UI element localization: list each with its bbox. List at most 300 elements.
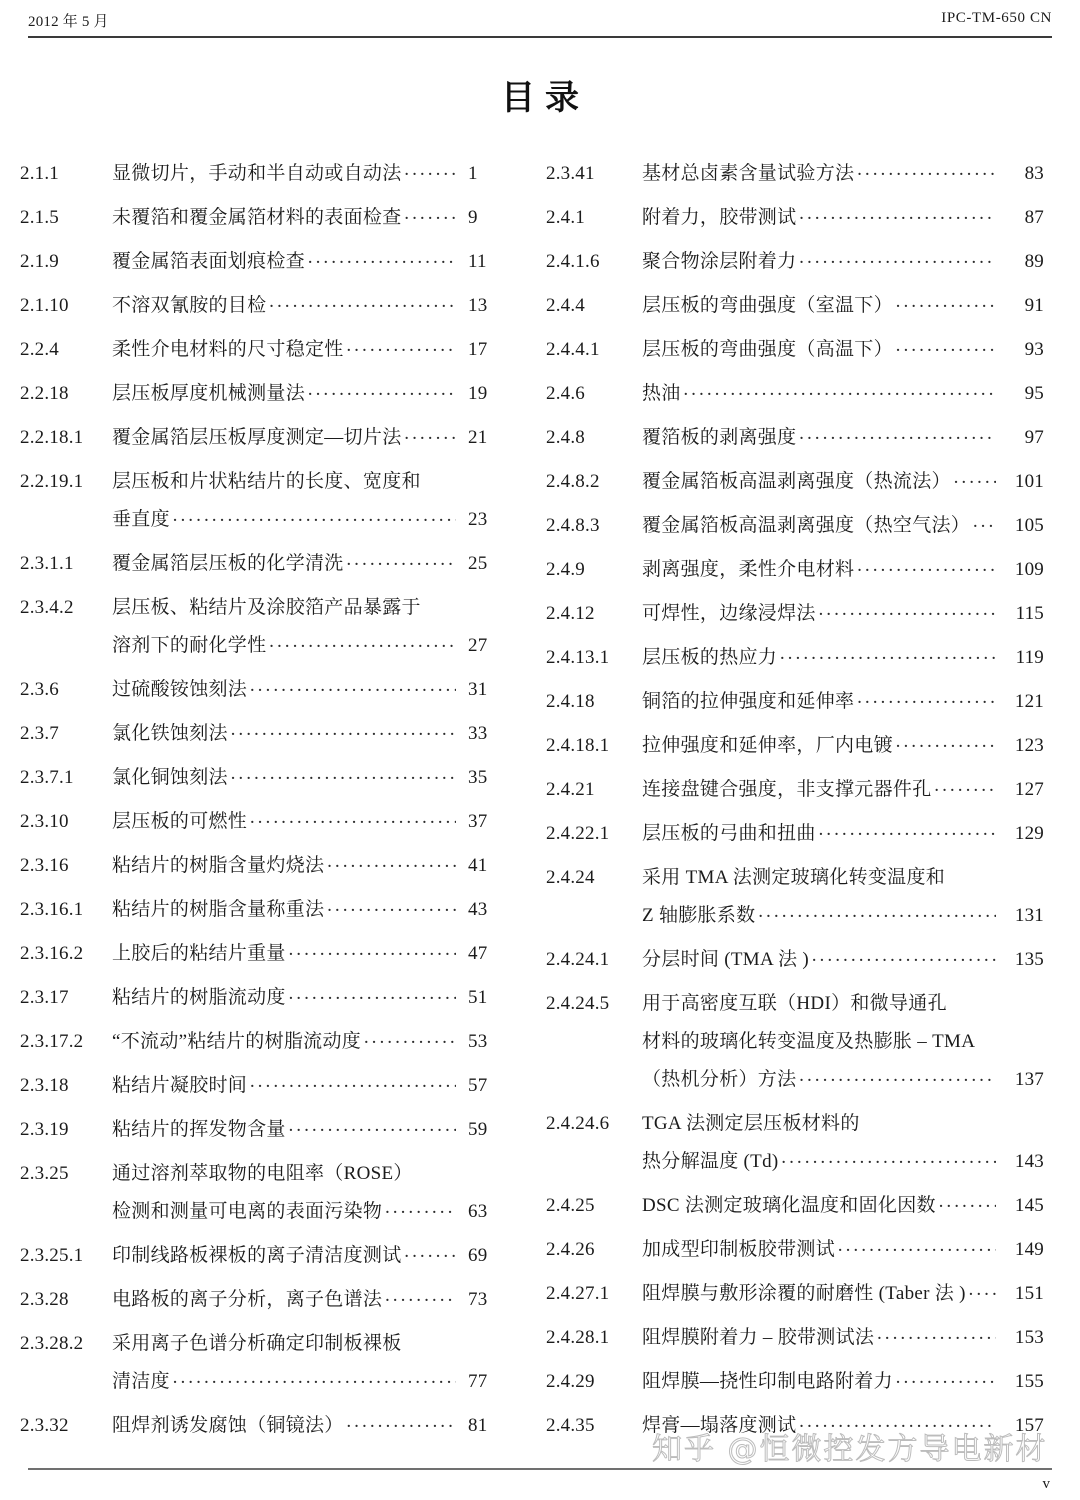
toc-entry[interactable] (20, 718, 502, 750)
toc-entry-title: 连接盘键合强度，非支撑元器件孔 (642, 779, 932, 800)
toc-leader-dots (837, 1235, 996, 1255)
toc-entry[interactable] (546, 944, 1044, 976)
toc-entry-body (112, 1284, 502, 1316)
toc-entry-wrap-line (112, 592, 502, 624)
toc-leader-dots (895, 731, 996, 751)
toc-entry-body (112, 1328, 502, 1398)
toc-entry-title: 阻焊剂诱发腐蚀（铜镜法） (112, 1415, 344, 1436)
toc-page-number: 93 (1024, 339, 1044, 360)
toc-entry[interactable] (20, 1026, 502, 1058)
toc-entry-body (112, 422, 502, 454)
toc-leader-dots (423, 593, 456, 613)
toc-page-number: 11 (468, 251, 487, 272)
toc-leader-dots (268, 631, 456, 651)
toc-entry-body (642, 1322, 1044, 1354)
toc-entry-number: 2.4.6 (546, 383, 585, 404)
toc-page-number: 121 (1014, 691, 1044, 712)
toc-entry-body (642, 1234, 1044, 1266)
toc-page-number: 31 (468, 679, 488, 700)
toc-page-number: 143 (1014, 1151, 1044, 1172)
toc-entry-title: 材料的玻璃化转变温度及热膨胀 – TMA (642, 1031, 976, 1052)
toc-entry-body (112, 674, 502, 706)
toc-entry-title: 分层时间 (TMA 法 ) (642, 949, 809, 970)
toc-entry-title: 基材总卤素含量试验方法 (642, 163, 855, 184)
toc-entry-number: 2.4.8 (546, 427, 585, 448)
toc-entry-title: 层压板的弯曲强度（室温下） (642, 295, 893, 316)
toc-entry-body (112, 290, 502, 322)
toc-entry-title: 柔性介电材料的尺寸稳定性 (112, 339, 344, 360)
toc-column-right (540, 158, 1080, 1454)
toc-entry[interactable] (546, 1234, 1044, 1266)
toc-leader-dots (818, 819, 996, 839)
toc-entry-number: 2.3.4.2 (20, 597, 74, 618)
toc-entry-number: 2.4.4 (546, 295, 585, 316)
toc-page-number: 63 (468, 1201, 488, 1222)
toc-leader-dots (949, 989, 996, 1009)
toc-entry-body (112, 762, 502, 794)
toc-entry-number: 2.3.16 (20, 855, 69, 876)
toc-entry-title: 覆金属箔板高温剥离强度（热流法） (642, 471, 951, 492)
toc-entry-title: 粘结片的树脂流动度 (112, 987, 286, 1008)
running-head (28, 10, 1052, 36)
toc-page-number: 77 (468, 1371, 488, 1392)
toc-entry-body (642, 1410, 1044, 1442)
toc-entry-number: 2.3.16.2 (20, 943, 84, 964)
toc-entry[interactable] (20, 548, 502, 580)
toc-entry[interactable] (20, 592, 502, 662)
toc-entry-title: 垂直度 (112, 509, 170, 530)
toc-entry-last-line (642, 730, 1044, 762)
toc-entry-number: 2.3.25 (20, 1163, 69, 1184)
toc-leader-dots (856, 555, 996, 575)
toc-entry-title: 印制线路板裸板的离子清洁度测试 (112, 1245, 402, 1266)
toc-entry-last-line (112, 1114, 502, 1146)
toc-entry-wrap-line (112, 1328, 502, 1360)
toc-entry-body (642, 158, 1044, 190)
toc-entry-title: 焊膏—塌落度测试 (642, 1415, 797, 1436)
toc-leader-dots (876, 1323, 996, 1343)
toc-entry[interactable] (20, 762, 502, 794)
toc-entry-last-line (112, 422, 502, 454)
toc-entry-last-line (642, 598, 1044, 630)
toc-entry[interactable] (546, 598, 1044, 630)
toc-entry[interactable] (546, 510, 1044, 542)
toc-entry-last-line (112, 1284, 502, 1316)
toc-page-number: 35 (468, 767, 488, 788)
toc-entry-last-line (112, 806, 502, 838)
toc-entry[interactable] (546, 730, 1044, 762)
toc-entry-last-line (112, 630, 502, 662)
toc-entry-body (642, 944, 1044, 976)
toc-entry-body (642, 334, 1044, 366)
toc-leader-dots (798, 1411, 996, 1431)
toc-leader-dots (172, 1367, 456, 1387)
toc-leader-dots (346, 1411, 456, 1431)
toc-entry-body (112, 806, 502, 838)
toc-entry[interactable] (20, 158, 502, 190)
toc-page-number: 137 (1014, 1069, 1044, 1090)
toc-entry-last-line (112, 894, 502, 926)
toc-leader-dots (384, 1197, 456, 1217)
toc-leader-dots (230, 719, 456, 739)
toc-page-number: 81 (468, 1415, 488, 1436)
toc-entry-last-line (642, 1366, 1044, 1398)
toc-entry-title: 上胶后的粘结片重量 (112, 943, 286, 964)
toc-entry-body (642, 290, 1044, 322)
toc-entry-last-line (642, 1190, 1044, 1222)
toc-entry-last-line (642, 1278, 1044, 1310)
toc-entry-title: 粘结片的树脂含量灼烧法 (112, 855, 325, 876)
footer-rule (28, 1468, 1052, 1470)
toc-entry[interactable] (20, 1240, 502, 1272)
toc-leader-dots (779, 643, 996, 663)
toc-entry-body (112, 334, 502, 366)
toc-entry-title: 层压板的热应力 (642, 647, 778, 668)
toc-entry-last-line (642, 1146, 1044, 1178)
toc-page-number: 131 (1014, 905, 1044, 926)
toc-entry-title: 采用离子色谱分析确定印制板裸板 (112, 1333, 402, 1354)
toc-entry-body (112, 1240, 502, 1272)
toc-entry-title: 未覆箔和覆金属箔材料的表面检查 (112, 207, 402, 228)
toc-leader-dots (757, 901, 996, 921)
toc-entry-title: 覆金属箔层压板厚度测定—切片法 (112, 427, 402, 448)
toc-entry-body (642, 378, 1044, 410)
toc-page-number: 27 (468, 635, 488, 656)
toc-page-number: 47 (468, 943, 488, 964)
toc-entry[interactable] (546, 290, 1044, 322)
toc-entry-number: 2.4.8.3 (546, 515, 600, 536)
toc-entry-title: Z 轴膨胀系数 (642, 905, 756, 926)
toc-entry-last-line (642, 554, 1044, 586)
toc-entry[interactable] (20, 938, 502, 970)
toc-entry-number: 2.4.9 (546, 559, 585, 580)
toc-entry[interactable] (20, 1328, 502, 1398)
toc-leader-dots (249, 675, 456, 695)
toc-page-number: 149 (1014, 1239, 1044, 1260)
toc-entry-title: 层压板的可燃性 (112, 811, 248, 832)
toc-page-number: 73 (468, 1289, 488, 1310)
toc-entry-last-line (112, 718, 502, 750)
toc-entry-title: 层压板的弓曲和扭曲 (642, 823, 816, 844)
toc-entry-title: “不流动”粘结片的树脂流动度 (112, 1031, 362, 1052)
toc-leader-dots (856, 687, 996, 707)
toc-entry-title: 过硫酸铵蚀刻法 (112, 679, 248, 700)
toc-entry-number: 2.4.8.2 (546, 471, 600, 492)
page-title: 目录 (501, 80, 589, 117)
toc-page-number: 97 (1024, 427, 1044, 448)
toc-entry[interactable] (546, 1366, 1044, 1398)
toc-entry-body (112, 1114, 502, 1146)
toc-entry[interactable] (546, 202, 1044, 234)
toc-entry[interactable] (546, 246, 1044, 278)
toc-entry-title: 粘结片凝胶时间 (112, 1075, 248, 1096)
toc-entry-number: 2.4.13.1 (546, 647, 610, 668)
toc-entry-title: 层压板、粘结片及涂胶箔产品暴露于 (112, 597, 421, 618)
toc-entry-body (642, 246, 1044, 278)
toc-entry[interactable] (546, 1410, 1044, 1442)
toc-entry-number: 2.4.12 (546, 603, 595, 624)
toc-page-number: 19 (468, 383, 488, 404)
toc-entry-body (642, 862, 1044, 932)
toc-entry-title: 通过溶剂萃取物的电阻率（ROSE） (112, 1163, 413, 1184)
toc-entry[interactable] (20, 1410, 502, 1442)
toc-leader-dots (346, 549, 456, 569)
toc-entry[interactable] (20, 202, 502, 234)
toc-entry-body (642, 818, 1044, 850)
toc-entry-body (642, 466, 1044, 498)
toc-entry-title: 加成型印制板胶带测试 (642, 1239, 836, 1260)
toc-entry-last-line (642, 774, 1044, 806)
toc-page-number: 53 (468, 1031, 488, 1052)
toc-page-number: 13 (468, 295, 488, 316)
toc-page-number: 69 (468, 1245, 488, 1266)
toc-entry-number: 2.4.26 (546, 1239, 595, 1260)
toc-leader-dots (404, 1241, 456, 1261)
toc-page-number: 87 (1024, 207, 1044, 228)
toc-entry-body (112, 1158, 502, 1228)
toc-entry-last-line (642, 1234, 1044, 1266)
toc-entry-title: 热分解温度 (Td) (642, 1151, 779, 1172)
toc-entry-wrap-line (642, 862, 1044, 894)
toc-entry-title: 检测和测量可电离的表面污染物 (112, 1201, 383, 1222)
toc-page-number: 57 (468, 1075, 488, 1096)
toc-entry-last-line (642, 158, 1044, 190)
toc-page-number: 129 (1014, 823, 1044, 844)
toc-entry-body (642, 642, 1044, 674)
toc-entry[interactable] (20, 466, 502, 536)
toc-leader-dots (268, 291, 456, 311)
toc-entry[interactable] (546, 422, 1044, 454)
toc-entry-last-line (112, 334, 502, 366)
toc-entry-number: 2.4.1.6 (546, 251, 600, 272)
toc-entry-title: 铜箔的拉伸强度和延伸率 (642, 691, 855, 712)
toc-entry-wrap-line (642, 988, 1044, 1020)
toc-entry[interactable] (546, 1278, 1044, 1310)
toc-page-number: 127 (1014, 779, 1044, 800)
toc-entry-body (642, 1278, 1044, 1310)
toc-page-number: 9 (468, 207, 478, 228)
toc-entry[interactable] (546, 862, 1044, 932)
toc-entry-last-line (112, 1196, 502, 1228)
toc-entry-last-line (112, 1070, 502, 1102)
watermark: 知乎 @恒微控发方导电新材 (652, 1432, 1048, 1467)
toc-entry[interactable] (546, 686, 1044, 718)
toc-entry[interactable] (546, 378, 1044, 410)
toc-page-number: 115 (1015, 603, 1044, 624)
toc-leader-dots (798, 1065, 996, 1085)
toc-leader-dots (856, 159, 996, 179)
toc-entry-last-line (642, 900, 1044, 932)
toc-page-number: 23 (468, 509, 488, 530)
toc-entry[interactable] (20, 982, 502, 1014)
toc-page-number: 95 (1024, 383, 1044, 404)
toc-entry-body (642, 774, 1044, 806)
toc-entry-title: 用于高密度互联（HDI）和微导通孔 (642, 993, 947, 1014)
toc-entry[interactable] (546, 818, 1044, 850)
toc-page-number: 25 (468, 553, 488, 574)
toc-entry-number: 2.4.35 (546, 1415, 595, 1436)
toc-entry[interactable] (546, 554, 1044, 586)
toc-entry[interactable] (546, 774, 1044, 806)
toc-entry[interactable] (546, 1108, 1044, 1178)
toc-page-number: 123 (1014, 735, 1044, 756)
toc-entry-last-line (642, 1410, 1044, 1442)
toc-entry-body (112, 938, 502, 970)
toc-entry-title: 显微切片，手动和半自动或自动法 (112, 163, 402, 184)
toc-entry-last-line (642, 510, 1044, 542)
toc-leader-dots (977, 1027, 996, 1047)
toc-leader-dots (326, 851, 456, 871)
toc-entry-body (112, 850, 502, 882)
toc-entry-body (112, 982, 502, 1014)
toc-entry[interactable] (20, 246, 502, 278)
toc-entry-number: 2.4.24 (546, 867, 595, 888)
toc-entry-last-line (112, 1240, 502, 1272)
toc-entry-title: 覆金属箔表面划痕检查 (112, 251, 306, 272)
toc-entry-last-line (642, 378, 1044, 410)
toc-entry-body (112, 466, 502, 536)
toc-leader-dots (288, 983, 456, 1003)
toc-page-number: 105 (1014, 515, 1044, 536)
toc-entry-body (642, 988, 1044, 1096)
toc-entry[interactable] (546, 334, 1044, 366)
toc-entry[interactable] (20, 1114, 502, 1146)
toc-leader-dots (798, 247, 996, 267)
toc-entry-title: 不溶双氰胺的目检 (112, 295, 267, 316)
toc-leader-dots (895, 1367, 996, 1387)
toc-leader-dots (404, 159, 456, 179)
toc-entry-body (642, 510, 1044, 542)
toc-page-number: 33 (468, 723, 488, 744)
toc-entry-body (642, 554, 1044, 586)
toc-leader-dots (230, 763, 456, 783)
toc-entry[interactable] (20, 850, 502, 882)
toc-entry-body (642, 730, 1044, 762)
toc-entry-number: 2.1.10 (20, 295, 69, 316)
toc-entry[interactable] (20, 894, 502, 926)
toc-entry[interactable] (20, 378, 502, 410)
toc-entry-number: 2.1.9 (20, 251, 59, 272)
toc-entry-body (112, 158, 502, 190)
toc-entry-wrap-line (642, 1026, 1044, 1058)
toc-entry[interactable] (546, 1190, 1044, 1222)
toc-entry-last-line (642, 818, 1044, 850)
toc-entry[interactable] (20, 1158, 502, 1228)
toc-entry-number: 2.4.4.1 (546, 339, 600, 360)
toc-entry-title: 剥离强度，柔性介电材料 (642, 559, 855, 580)
toc-entry-number: 2.3.19 (20, 1119, 69, 1140)
toc-page-number: 59 (468, 1119, 488, 1140)
toc-leader-dots (947, 863, 996, 883)
toc-entry-title: 粘结片的挥发物含量 (112, 1119, 286, 1140)
toc-entry-number: 2.4.27.1 (546, 1283, 610, 1304)
toc-entry[interactable] (546, 642, 1044, 674)
toc-leader-dots (895, 335, 996, 355)
toc-entry-title: 采用 TMA 法测定玻璃化转变温度和 (642, 867, 946, 888)
toc-entry-last-line (642, 1322, 1044, 1354)
toc-entry-title: 阻焊膜附着力 – 胶带测试法 (642, 1327, 875, 1348)
toc-entry[interactable] (20, 334, 502, 366)
toc-entry[interactable] (20, 290, 502, 322)
toc-entry-body (112, 1026, 502, 1058)
toc-entry-last-line (112, 202, 502, 234)
toc-entry-number: 2.4.24.1 (546, 949, 610, 970)
folio-page-number: v (1042, 1476, 1050, 1492)
toc-entry-title: 氯化铜蚀刻法 (112, 767, 228, 788)
toc-page-number: 145 (1014, 1195, 1044, 1216)
toc-entry-number: 2.4.18.1 (546, 735, 610, 756)
toc-entry[interactable] (546, 158, 1044, 190)
toc-entry-body (642, 1190, 1044, 1222)
toc-entry-body (642, 202, 1044, 234)
toc-entry-last-line (112, 504, 502, 536)
toc-entry-title: 聚合物涂层附着力 (642, 251, 797, 272)
toc-entry-last-line (642, 246, 1044, 278)
toc-entry-number: 2.3.17.2 (20, 1031, 84, 1052)
toc-entry-last-line (112, 1026, 502, 1058)
toc-entry[interactable] (20, 806, 502, 838)
toc-entry-last-line (642, 290, 1044, 322)
toc-entry-title: 氯化铁蚀刻法 (112, 723, 228, 744)
toc-entry-number: 2.4.29 (546, 1371, 595, 1392)
toc-entry-body (112, 1410, 502, 1442)
toc-entry-number: 2.2.4 (20, 339, 59, 360)
toc-entry[interactable] (20, 422, 502, 454)
toc-entry-body (112, 548, 502, 580)
toc-entry-number: 2.1.1 (20, 163, 59, 184)
toc-entry-last-line (112, 246, 502, 278)
toc-entry[interactable] (546, 466, 1044, 498)
toc-entry-title: 阻焊膜—挠性印制电路附着力 (642, 1371, 893, 1392)
toc-entry-title: 层压板的弯曲强度（高温下） (642, 339, 893, 360)
toc-entry-body (112, 1070, 502, 1102)
toc-columns (0, 158, 1080, 1454)
toc-entry[interactable] (20, 674, 502, 706)
toc-leader-dots (798, 423, 996, 443)
toc-entry-body (642, 686, 1044, 718)
toc-entry[interactable] (20, 1284, 502, 1316)
toc-entry[interactable] (546, 1322, 1044, 1354)
toc-entry-title: 可焊性，边缘浸焊法 (642, 603, 816, 624)
toc-entry-body (642, 1366, 1044, 1398)
toc-page-number: 101 (1014, 471, 1044, 492)
toc-leader-dots (249, 1071, 456, 1091)
toc-entry-number: 2.3.7.1 (20, 767, 74, 788)
toc-leader-dots (972, 511, 996, 531)
toc-entry-number: 2.2.18.1 (20, 427, 84, 448)
toc-entry-last-line (642, 202, 1044, 234)
toc-entry-number: 2.4.18 (546, 691, 595, 712)
toc-leader-dots (798, 203, 996, 223)
toc-leader-dots (172, 505, 456, 525)
toc-entry-body (112, 202, 502, 234)
toc-entry[interactable] (546, 988, 1044, 1096)
toc-page-number: 151 (1014, 1283, 1044, 1304)
toc-entry-title: 覆金属箔板高温剥离强度（热空气法） (642, 515, 971, 536)
toc-entry-title: 溶剂下的耐化学性 (112, 635, 267, 656)
toc-entry-number: 2.3.25.1 (20, 1245, 84, 1266)
toc-leader-dots (288, 1115, 456, 1135)
toc-entry-number: 2.4.25 (546, 1195, 595, 1216)
toc-entry-last-line (112, 1410, 502, 1442)
toc-entry-last-line (112, 938, 502, 970)
toc-entry-last-line (112, 548, 502, 580)
toc-entry[interactable] (20, 1070, 502, 1102)
toc-leader-dots (307, 247, 456, 267)
toc-entry-last-line (112, 290, 502, 322)
toc-page-number: 155 (1014, 1371, 1044, 1392)
toc-leader-dots (811, 945, 996, 965)
